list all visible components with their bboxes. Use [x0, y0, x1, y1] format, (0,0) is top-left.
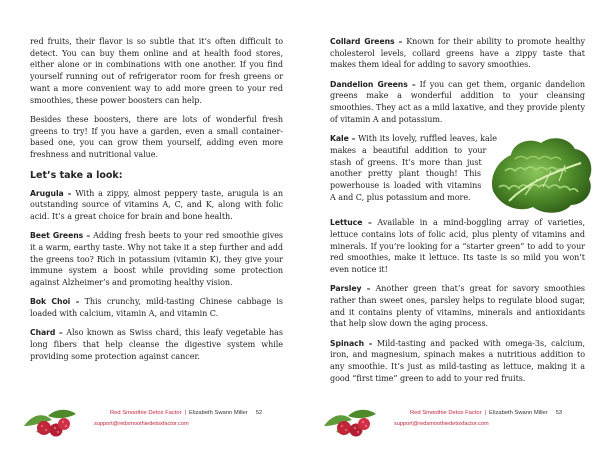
entry-term: Collard Greens –: [330, 37, 403, 46]
entry-term: Chard –: [30, 328, 63, 338]
footer-author: Elizabeth Swann Miller: [489, 410, 548, 416]
entry-term: Bok Choi –: [30, 297, 80, 307]
right-footer: [300, 402, 600, 442]
entry-beet-greens: [30, 230, 283, 289]
section-heading: Let’s take a look:: [30, 169, 123, 181]
entry-term: Beet Greens –: [30, 231, 91, 241]
raspberry-logo-icon: [322, 406, 380, 440]
right-page: [300, 0, 600, 450]
footer-email-link[interactable]: support@redsmoothiedetoxfactor.com: [394, 421, 489, 427]
entry-text: With a zippy, almost peppery taste, arugula is an outstanding source of vitamins A, C, and K, along with folic acid. It’s a great choice for brain and bone health.: [30, 188, 283, 222]
raspberry-logo-icon: [22, 406, 80, 440]
entry-bok-choi: [30, 296, 283, 319]
entry-term: Arugula –: [30, 188, 72, 198]
entry-term: Spinach –: [330, 338, 373, 348]
left-footer: [0, 402, 300, 442]
entry-dandelion-greens: [330, 79, 585, 126]
intro-paragraph-2: Besides these boosters, there are lots of wonderful fresh greens to try! If you have a garden, even a small container-based one, you can grow them yourself, adding even more freshness and nutritional value.: [30, 114, 283, 159]
entry-lettuce: [330, 217, 585, 276]
entry-term: Dandelion Greens –: [330, 79, 416, 89]
page-number: 53: [555, 410, 563, 416]
left-text-column: [30, 36, 283, 370]
entry-term: Parsley –: [330, 284, 371, 294]
kale-leaf-image: [485, 131, 597, 217]
entry-text: This crunchy, mild-tasting Chinese cabbage is loaded with calcium, vitamin A, and vitamin C.: [30, 297, 283, 319]
entry-chard: [30, 327, 283, 362]
right-text-column: [330, 36, 585, 392]
entry-text: With its lovely, ruffled leaves, kale makes a beautiful addition to your stash of greens. It’s more than just another pretty plant though! This powerhouse is loaded with vitamins A and C, plus potassium and more.: [330, 134, 497, 202]
entry-collard-greens: [330, 36, 585, 71]
entry-text: Available in a mind-boggling array of varieties, lettuce contains lots of folic acid, plus plenty of vitamins and minerals. If you’re looking for a “starter green” to add to your red smoothies, make it lettuce. Its taste is so mild you won’t even notice it!: [330, 218, 585, 274]
entry-arugula: [30, 188, 283, 223]
footer-brand: Red Smoothie Detox Factor: [110, 410, 182, 416]
entry-term: Lettuce –: [330, 218, 372, 228]
entry-text: Known for their ability to promote healthy cholesterol levels, collard greens have a zippy taste that makes them ideal for adding to savory smoothies.: [330, 37, 585, 70]
entry-term: Kale –: [330, 134, 356, 144]
footer-author: Elizabeth Swann Miller: [189, 410, 248, 416]
intro-paragraph-1: red fruits, their flavor is so subtle that it’s often difficult to detect. You can buy them online and at health food stores, either alone or in combinations with one another. If you find yourself running out of refrigerator room for fresh greens or want a more convenient way to add more green to your red smoothies, these power boosters can help.: [30, 37, 283, 105]
entry-text: Adding fresh beets to your red smoothie gives it a warm, earthy taste. Why not take it a step further and add the greens too? Rich in potassium (vitamin K), they give your immune system a boost while providing some protection against Alzheimer’s and promoting healthy vision.: [30, 231, 283, 288]
footer-credit: Red Smoothie Detox Factor | Elizabeth Swann Miller 53: [410, 410, 563, 416]
entry-spinach: [330, 338, 585, 385]
entry-parsley: [330, 283, 585, 330]
kale-section: [330, 133, 585, 203]
entry-text: Another green that’s great for savory smoothies rather than sweet ones, parsley helps to regulate blood sugar, and it contains plenty of vitamins, minerals and antioxidants that help slow down the aging process.: [330, 284, 585, 329]
footer-credit: Red Smoothie Detox Factor | Elizabeth Swann Miller 52: [110, 410, 263, 416]
entry-text: If you can get them, organic dandelion greens make a wonderful addition to your cleansing smoothies. They act as a mild laxative, and they provide plenty of vitamin A and potassium.: [330, 79, 585, 124]
footer-brand: Red Smoothie Detox Factor: [410, 410, 482, 416]
entry-text: Mild-tasting and packed with omega-3s, calcium, iron, and magnesium, spinach makes a nutritious addition to any smoothie. It’s just as mild-tasting as lettuce, making it a good “first time” green to add to your red fruits.: [330, 338, 585, 383]
footer-email-link[interactable]: support@redsmoothiedetoxfactor.com: [94, 421, 189, 427]
entry-text: Also known as Swiss chard, this leafy vegetable has long fibers that help cleanse the digestive system while providing some protection against cancer.: [30, 328, 283, 361]
page-number: 52: [255, 410, 263, 416]
